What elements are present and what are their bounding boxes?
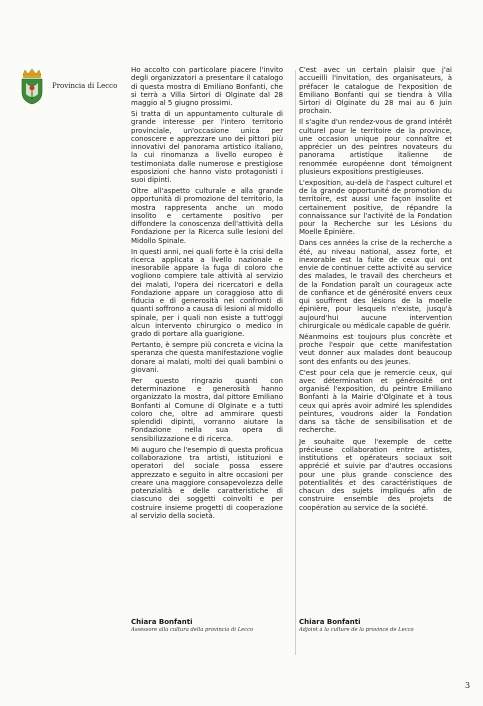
italian-paragraph: Si tratta di un appuntamento culturale di grande interesse per l'intero territorio provinciale, un'occasione unica per conoscere e apprezzare uno dei pittori più innovativi del panorama artistico italiano, la cui rinomanza a livello europeo è testimoniata dalle numerose e prestigiose esposizioni che hanno visto protagonisti i suoi dipinti. bbox=[131, 110, 283, 185]
italian-paragraph: Per questo ringrazio quanti con determinazione e generosità hanno organizzato la mostra, dal pittore Emiliano Bonfanti al Comune di Olginate e a tutti coloro che, oltre ad ammirare questi splendidi dipinti, vorranno aiutare la Fondazione nella sua opera di sensibilizzazione e di ricerca. bbox=[131, 376, 283, 443]
province-logo bbox=[18, 68, 118, 108]
italian-paragraph: Mi auguro che l'esempio di questa proficua collaborazione tra artisti, istituzioni e operatori del sociale possa essere apprezzato e seguito in altre occasioni per creare una maggiore consapevolezza delle potenzialità e delle caratteristiche di ciascuno dei soggetti coinvolti e per costruire insieme progetti di cooperazione al servizio della società. bbox=[131, 445, 283, 520]
french-paragraph: L'exposition, au-delà de l'aspect culturel et de la grande opportunité de promotion du territoire, est aussi une façon insolite et certainement positive, de répandre la connaissance sur l'activité de la Fondation pour la Recherche sur les Lésions du Moelle Épinière. bbox=[299, 178, 452, 237]
french-paragraph: C'est pour cela que je remercie ceux, qui avec détermination et générosité ont organisé l'exposition, du peintre Emiliano Bonfanti à la Mairie d'Olginate et à tous ceux qui après avoir admiré les splendides peintures, voudrons aider la Fondation dans sa tâche de sensibilisation et de recherche. bbox=[299, 368, 452, 435]
french-paragraph: Il s'agite d'un rendez-vous de grand intérêt culturel pour le territoire de la province, une occasion unique pour connaître et apprécier un des peintres novateurs du panorama artistique italienne de renommée européenne dont témoignent plusieurs expositions prestigieuses. bbox=[299, 118, 452, 176]
province-label: Provincia di Lecco bbox=[52, 82, 118, 90]
italian-column bbox=[131, 66, 283, 523]
french-column bbox=[299, 66, 452, 515]
signature-name: Chiara Bonfanti bbox=[299, 618, 361, 626]
french-paragraph: Je souhaite que l'exemple de cette précieuse collaboration entre artistes, institutions et opérateurs sociaux soit apprécié et suivie par d'autres occasions pour une plus grande conscience des potentialités et des caractéristiques de chacun des sujets impliqués afin de construire ensemble des projets de coopération au service de la société. bbox=[299, 437, 452, 512]
italian-paragraph: Ho accolto con particolare piacere l'invito degli organizzatori a presentare il catalogo di questa mostra di Emiliano Bonfanti, che si terrà a Villa Sirtori di Olginate dal 28 maggio al 5 giugno prossimi. bbox=[131, 66, 283, 107]
french-signature bbox=[299, 618, 449, 634]
signature-role: Adjoint à la culture de la province de Lecco bbox=[299, 627, 414, 633]
french-paragraph: Dans ces années la crise de la recherche a été, au niveau national, assez forte, et inexorable est la fuite de ceux qui ont envie de continuer cette activité au service des malades, le travail des chercheurs et de la Fondation paraît un courageux acte de confiance et de générosité envers ceux qui souffrent des lésions de la moelle épinière, pour lesquels n'existe, jusqu'à aujourd'hui aucune intervention chirurgicale ou médicale capable de guérir. bbox=[299, 239, 452, 330]
french-paragraph: Néanmoins est toujours plus concrète et proche l'espoir que cette manifestation veut donner aux malades dont beaucoup sont des enfants ou des jeunes. bbox=[299, 332, 452, 366]
italian-paragraph: In questi anni, nei quali forte è la crisi della ricerca applicata a livello nazionale e inesorabile appare la fuga di coloro che vogliono compiere tale attività al servizio dei malati, l'opera dei ricercatori e della Fondazione appare un coraggioso atto di fiducia e di generosità nei confronti di quanti soffrono a causa di lesioni al midollo spinale, per i quali non esiste a tutt'oggi alcun intervento chirurgico o medico in grado di portare alla guarigione. bbox=[131, 247, 283, 339]
column-divider bbox=[295, 70, 296, 655]
italian-paragraph: Pertanto, è sempre più concreta e vicina la speranza che questa manifestazione voglie donare ai malati, molti dei quali bambini o giovani. bbox=[131, 341, 283, 374]
province-emblem-icon bbox=[18, 68, 46, 106]
italian-paragraph: Oltre all'aspetto culturale e alla grande opportunità di promozione del territorio, la mostra rappresenta anche un modo insolito e certamente positivo per diffondere la conoscenza dell'attività della Fondazione per la Ricerca sulle lesioni del Midollo Spinale. bbox=[131, 187, 283, 245]
signature-role: Assessore alla cultura della provincia di Lecco bbox=[131, 627, 254, 633]
italian-signature bbox=[131, 618, 281, 634]
signature-name: Chiara Bonfanti bbox=[131, 618, 193, 626]
french-paragraph: C'est avec un certain plaisir que j'ai accueilli l'invitation, des organisateurs, à préfacer le catalogue de l'exposition de Emiliano Bonfanti qui se tiendra à Villa Sirtori di Olginate du 28 mai au 6 juin prochain. bbox=[299, 66, 452, 116]
page-number: 3 bbox=[465, 681, 471, 690]
